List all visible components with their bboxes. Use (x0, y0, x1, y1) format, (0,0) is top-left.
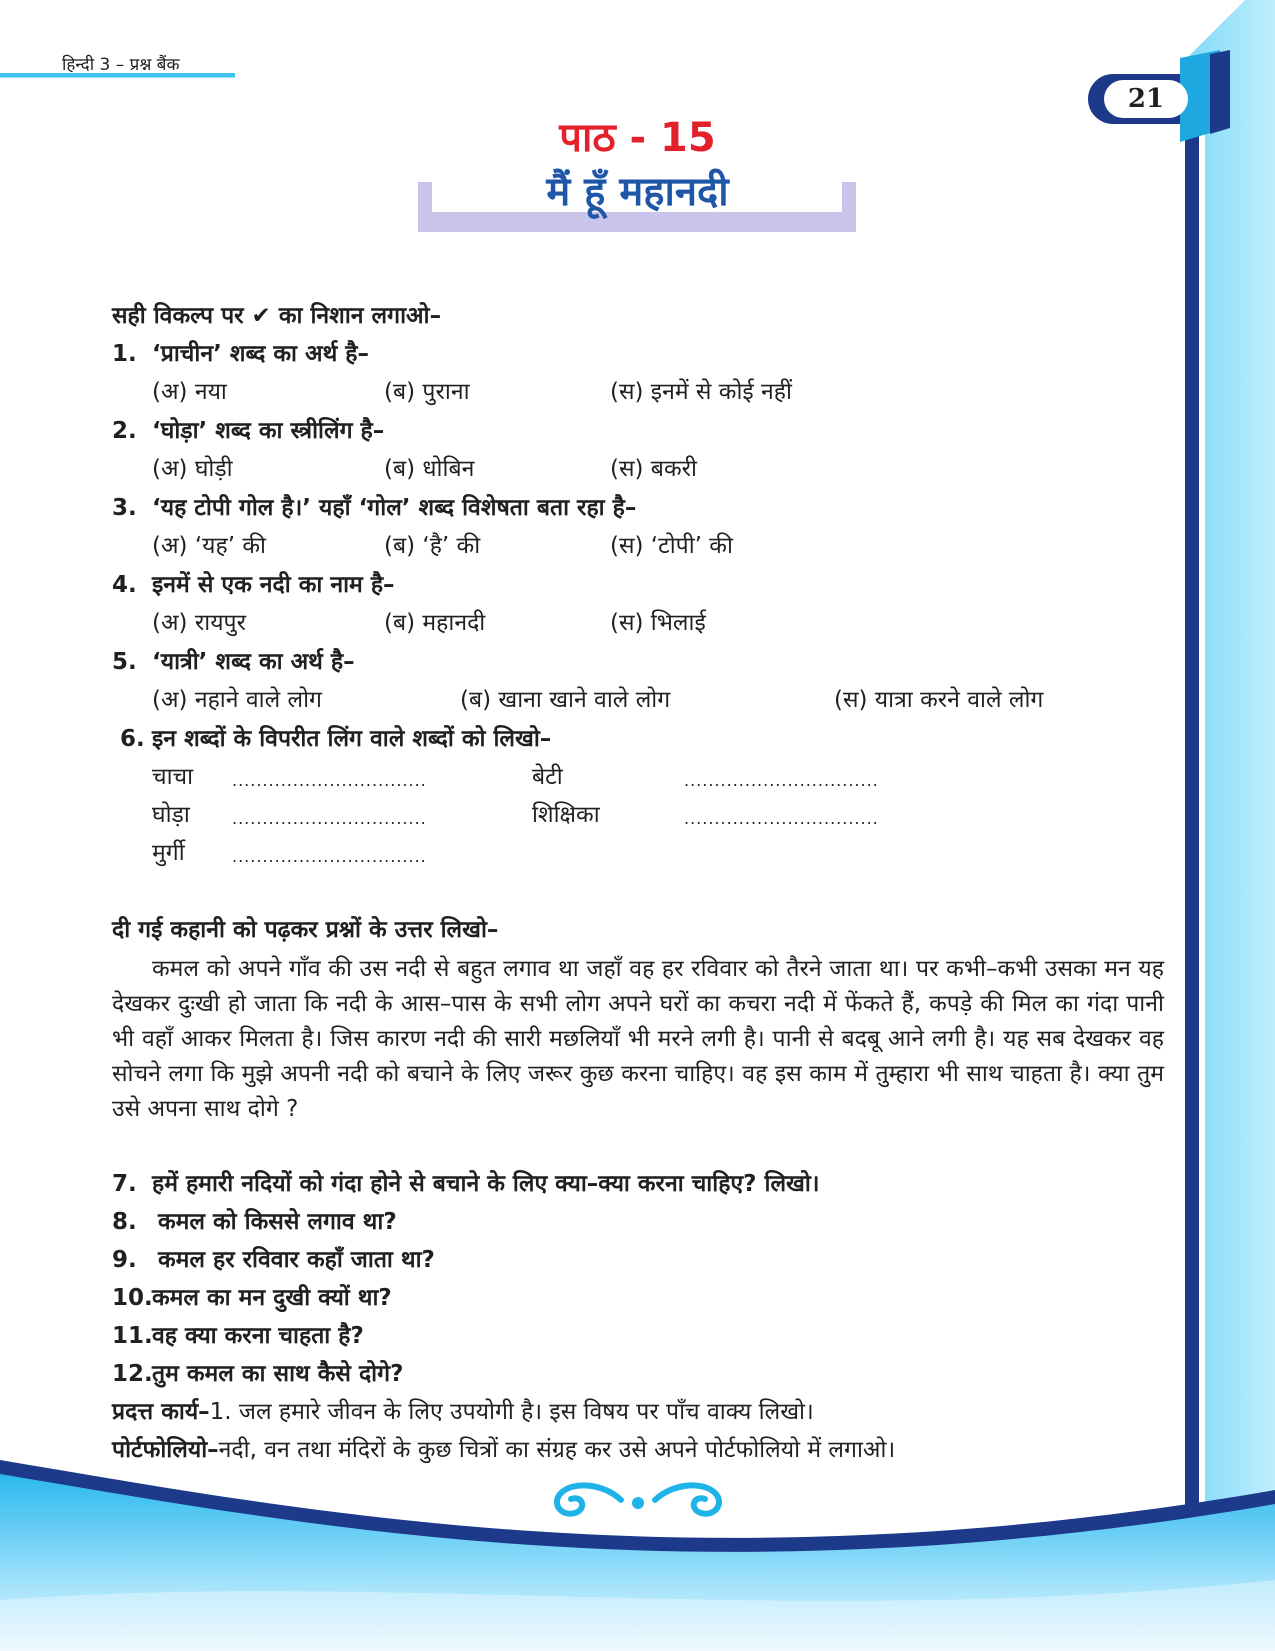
q11-number: 11. (112, 1323, 153, 1349)
q10-text: कमल का मन दुखी क्यों था? (152, 1285, 392, 1311)
q4-number: 4. (112, 572, 137, 598)
q6-number: 6. (120, 726, 145, 752)
q1-option-b: (ब) पुराना (384, 379, 470, 405)
q4-option-c: (स) भिलाई (610, 610, 706, 636)
q1-number: 1. (112, 341, 137, 367)
q2-option-c: (स) बकरी (610, 456, 697, 482)
q8-number: 8. (112, 1209, 137, 1235)
q6-word-shikshika: शिक्षिका (532, 802, 600, 828)
story-paragraph: कमल को अपने गाँव की उस नदी से बहुत लगाव था जहाँ वह हर रविवार को तैरने जाता था। पर कभी–कभी उसका मन यह देखकर दुःखी हो जाता कि नदी के आस–पास के सभी लोग अपने घरों का कचरा नदी में फेंकते हैं, कपड़े की मिल का गंदा पानी भी वहाँ आकर मिलता है। जिस कारण नदी की सारी मछलियाँ भी मरने लगी है। पानी से बदबू आने लगी है। यह सब देखकर वह सोचने लगा कि मुझे अपनी नदी को बचाने के लिए जरूर कुछ करना चाहिए। वह इस काम में तुम्हारा भी साथ चाहता है। क्या तुम उसे अपना साथ दोगे ? (112, 956, 1164, 1122)
lesson-title: मैं हूँ महानदी (546, 169, 729, 215)
q4-option-a: (अ) रायपुर (152, 610, 247, 636)
q11-text: वह क्या करना चाहता है? (152, 1323, 364, 1349)
q8-text: कमल को किससे लगाव था? (158, 1209, 397, 1235)
q12-number: 12. (112, 1361, 153, 1387)
q10-number: 10. (112, 1285, 153, 1311)
q5-option-c: (स) यात्रा करने वाले लोग (834, 687, 1044, 713)
task-text: 1. जल हमारे जीवन के लिए उपयोगी है। इस विषय पर पाँच वाक्य लिखो। (209, 1399, 814, 1425)
q5-number: 5. (112, 649, 137, 675)
q9-text: कमल हर रविवार कहाँ जाता था? (158, 1247, 435, 1273)
q4-text: इनमें से एक नदी का नाम है– (152, 572, 395, 598)
q3-number: 3. (112, 495, 137, 521)
q6-answer-blank[interactable]: ................................ (684, 809, 879, 828)
q6-word-chacha: चाचा (152, 764, 194, 790)
book-title: हिन्दी 3 – प्रश्न बैंक (62, 55, 180, 75)
q6-answer-blank[interactable]: ................................ (232, 809, 427, 828)
portfolio-text: नदी, वन तथा मंदिरों के कुछ चित्रों का संग्रह कर उसे अपने पोर्टफोलियो में लगाओ। (218, 1437, 896, 1463)
q6-word-ghoda: घोड़ा (152, 802, 190, 828)
q1-option-a: (अ) नया (152, 379, 227, 405)
q2-text: ‘घोड़ा’ शब्द का स्त्रीलिंग है– (152, 418, 385, 444)
q5-option-a: (अ) नहाने वाले लोग (152, 687, 322, 713)
section1-heading: सही विकल्प पर ✔ का निशान लगाओ– (112, 303, 442, 329)
section2-heading: दी गई कहानी को पढ़कर प्रश्नों के उत्तर लिखो– (112, 917, 499, 943)
q12-text: तुम कमल का साथ कैसे दोगे? (152, 1361, 404, 1387)
decorative-ornament-icon (543, 1475, 733, 1525)
lesson-number: पाठ - 15 (559, 115, 716, 161)
q6-answer-blank[interactable]: ................................ (232, 771, 427, 790)
q5-option-b: (ब) खाना खाने वाले लोग (460, 687, 671, 713)
q5-text: ‘यात्री’ शब्द का अर्थ है– (152, 649, 355, 675)
q3-option-b: (ब) ‘है’ की (384, 533, 481, 559)
q3-option-a: (अ) ‘यह’ की (152, 533, 266, 559)
q1-option-c: (स) इनमें से कोई नहीं (610, 379, 792, 405)
q4-option-b: (ब) महानदी (384, 610, 486, 636)
q7-text: हमें हमारी नदियों को गंदा होने से बचाने के लिए क्या–क्या करना चाहिए? लिखो। (152, 1171, 820, 1197)
portfolio-label: पोर्टफोलियो– (112, 1437, 219, 1463)
side-decoration (1185, 0, 1275, 1651)
q6-word-murgi: मुर्गी (152, 840, 185, 866)
q2-option-b: (ब) धोबिन (384, 456, 475, 482)
q9-number: 9. (112, 1247, 137, 1273)
q2-option-a: (अ) घोड़ी (152, 456, 233, 482)
q3-text: ‘यह टोपी गोल है।’ यहाँ ‘गोल’ शब्द विशेषता बता रहा है– (152, 495, 637, 521)
assigned-task (112, 1398, 814, 1426)
q1-text: ‘प्राचीन’ शब्द का अर्थ है– (152, 341, 369, 367)
q6-word-beti: बेटी (532, 764, 563, 790)
page-number: 21 (1127, 84, 1165, 114)
q3-option-c: (स) ‘टोपी’ की (610, 533, 733, 559)
q6-answer-blank[interactable]: ................................ (232, 847, 427, 866)
q6-answer-blank[interactable]: ................................ (684, 771, 879, 790)
q2-number: 2. (112, 418, 137, 444)
q6-text: इन शब्दों के विपरीत लिंग वाले शब्दों को लिखो– (152, 726, 552, 752)
task-label: प्रदत्त कार्य– (112, 1399, 210, 1425)
q7-number: 7. (112, 1171, 137, 1197)
